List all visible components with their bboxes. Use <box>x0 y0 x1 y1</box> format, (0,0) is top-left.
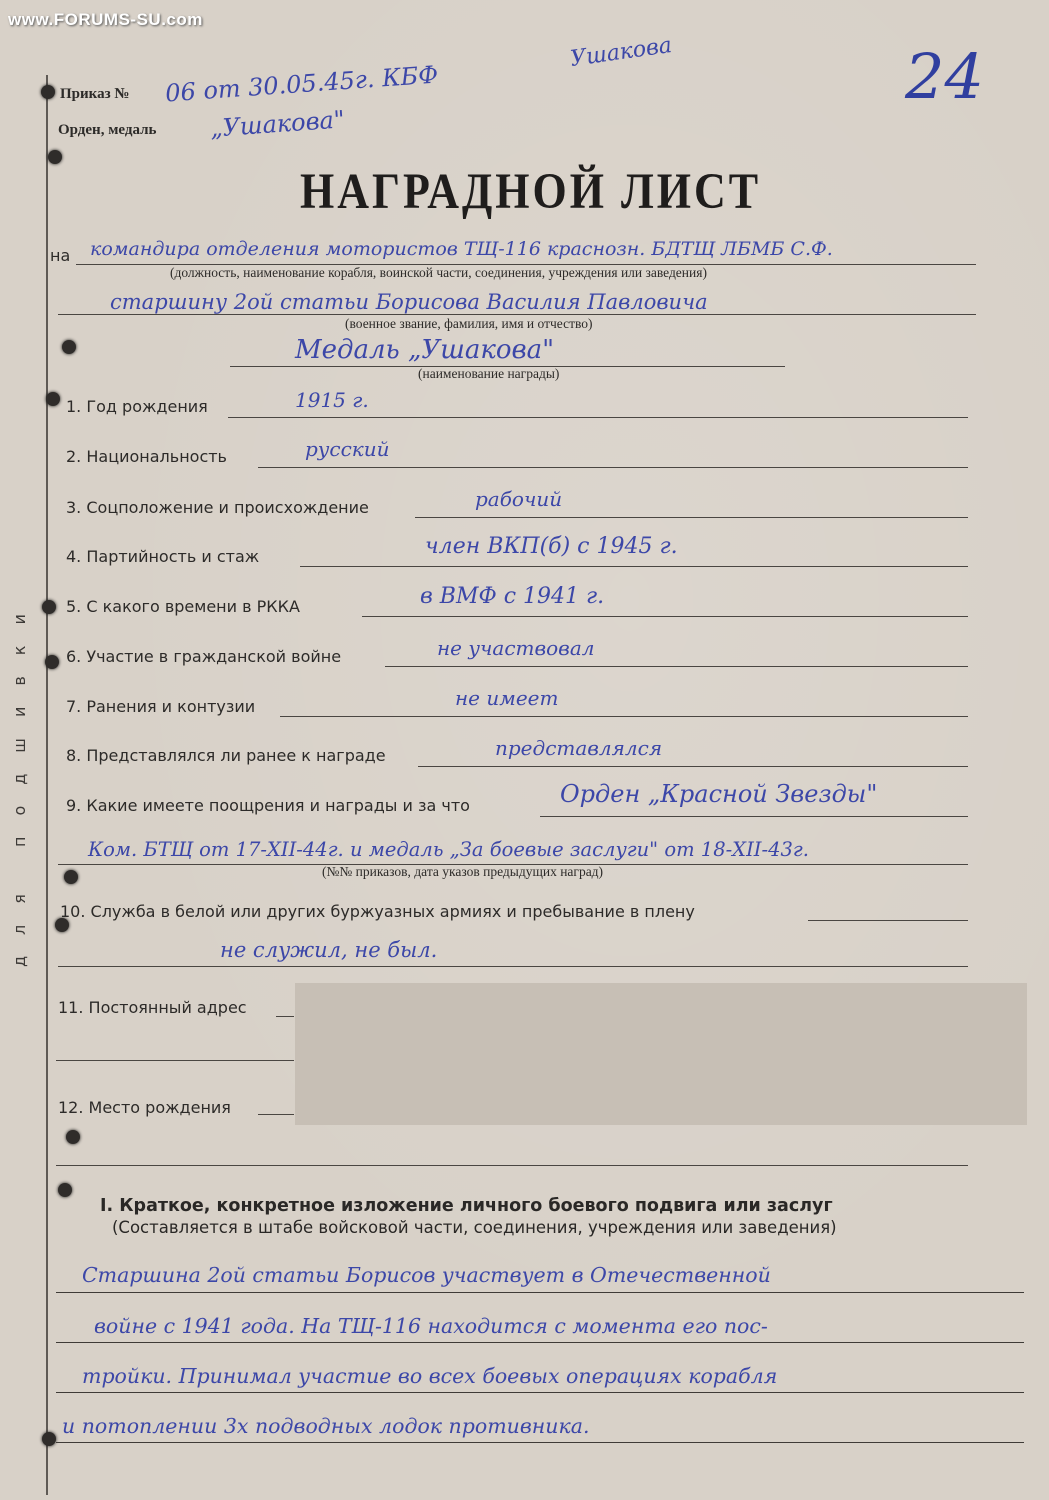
binding-margin-line <box>46 75 48 1495</box>
award-name-value: Медаль „Ушакова" <box>295 335 555 365</box>
field-10-line <box>808 920 968 921</box>
field-4-label: 4. Партийность и стаж <box>66 547 260 566</box>
field-1-line <box>228 417 968 418</box>
field-9-value: Орден „Красной Звезды" <box>560 780 878 808</box>
punch-hole-icon <box>42 600 56 614</box>
field-12-label: 12. Место рождения <box>58 1098 231 1117</box>
position-caption: (должность, наименование корабля, воинской части, соединения, учреждения или заведения) <box>170 265 707 280</box>
name-value: старшину 2ой статьи Борисова Василия Павловича <box>110 290 708 314</box>
punch-hole-icon <box>58 1183 72 1197</box>
field-5-label: 5. С какого времени в РККА <box>66 597 300 616</box>
field-2-label: 2. Национальность <box>66 447 227 466</box>
field-6-line <box>385 666 968 667</box>
section-1-rule-3 <box>56 1392 1024 1393</box>
section-1-rule-1 <box>56 1292 1024 1293</box>
award-value: „Ушакова" <box>209 105 346 143</box>
redacted-area <box>295 983 1027 1125</box>
section-1-rule-2 <box>56 1342 1024 1343</box>
punch-hole-icon <box>45 655 59 669</box>
punch-hole-icon <box>66 1130 80 1144</box>
section-1-subheading: (Составляется в штабе войсковой части, соединения, учреждения или заведения) <box>112 1218 837 1237</box>
field-9-line <box>540 816 968 817</box>
sheet-number: 24 <box>905 40 984 113</box>
binding-margin-text: для подшивки <box>10 593 29 967</box>
punch-hole-icon <box>48 150 62 164</box>
field-11-label: 11. Постоянный адрес <box>58 998 247 1017</box>
field-1-value: 1915 г. <box>295 388 369 412</box>
section-1-rule-4 <box>56 1442 1024 1443</box>
punch-hole-icon <box>62 340 76 354</box>
field-3-label: 3. Соцположение и происхождение <box>66 498 369 517</box>
field-8-value: представлялся <box>495 736 663 760</box>
na-label: на <box>50 246 71 265</box>
punch-hole-icon <box>42 1432 56 1446</box>
field-11-line <box>276 1016 294 1017</box>
section-1-line-1: Старшина 2ой статьи Борисов участвует в Отечественной <box>82 1263 771 1287</box>
section-1-line-3: тройки. Принимал участие во всех боевых операциях корабля <box>82 1364 778 1388</box>
document-title: НАГРАДНОЙ ЛИСТ <box>300 163 762 220</box>
field-7-value: не имеет <box>455 686 559 710</box>
field-8-line <box>418 766 968 767</box>
field-4-value: член ВКП(б) с 1945 г. <box>425 534 678 559</box>
punch-hole-icon <box>46 392 60 406</box>
order-mark: Ушакова <box>568 33 674 72</box>
section-1-heading: I. Краткое, конкретное изложение личного боевого подвига или заслуг <box>100 1196 833 1216</box>
field-11-line2 <box>56 1060 294 1061</box>
field-7-label: 7. Ранения и контузии <box>66 697 256 716</box>
section-1-line-4: и потоплении 3х подводных лодок противника. <box>62 1414 590 1438</box>
field-12-line <box>258 1114 294 1115</box>
order-value: 06 от 30.05.45г. КБФ <box>164 60 440 108</box>
field-3-line <box>415 517 968 518</box>
section-1-line-2: войне с 1941 года. На ТЩ-116 находится с момента его пос- <box>94 1314 768 1338</box>
field-5-value: в ВМФ с 1941 г. <box>420 584 605 609</box>
name-caption: (военное звание, фамилия, имя и отчество) <box>345 316 593 331</box>
field-6-value: не участвовал <box>437 636 595 660</box>
award-label: Орден, медаль <box>58 122 157 138</box>
name-line <box>58 314 976 315</box>
field-7-line <box>280 716 968 717</box>
field-9-caption: (№№ приказов, дата указов предыдущих наград) <box>322 864 604 879</box>
field-12-line2 <box>56 1165 968 1166</box>
field-10-value: не служил, не был. <box>220 938 438 962</box>
field-6-label: 6. Участие в гражданской войне <box>66 647 342 666</box>
field-2-value: русский <box>305 437 390 461</box>
field-10-label: 10. Служба в белой или других буржуазных армиях и пребывание в плену <box>60 902 695 921</box>
watermark: www.FORUMS-SU.com <box>8 10 203 29</box>
field-10-line2 <box>58 966 968 967</box>
field-2-line <box>258 467 968 468</box>
order-label: Приказ № <box>60 86 130 102</box>
field-9-label: 9. Какие имеете поощрения и награды и за что <box>66 796 470 815</box>
punch-hole-icon <box>64 870 78 884</box>
field-1-label: 1. Год рождения <box>66 397 208 416</box>
field-5-line <box>362 616 968 617</box>
position-value: командира отделения мотористов ТЩ-116 краснозн. БДТЩ ЛБМБ С.Ф. <box>90 238 833 260</box>
field-8-label: 8. Представлялся ли ранее к награде <box>66 746 386 765</box>
field-3-value: рабочий <box>475 487 563 511</box>
field-4-line <box>300 566 968 567</box>
punch-hole-icon <box>41 85 55 99</box>
field-9-line2: Ком. БТЩ от 17-XII-44г. и медаль „За боевые заслуги" от 18-XII-43г. <box>88 838 809 861</box>
award-name-caption: (наименование награды) <box>418 366 560 381</box>
